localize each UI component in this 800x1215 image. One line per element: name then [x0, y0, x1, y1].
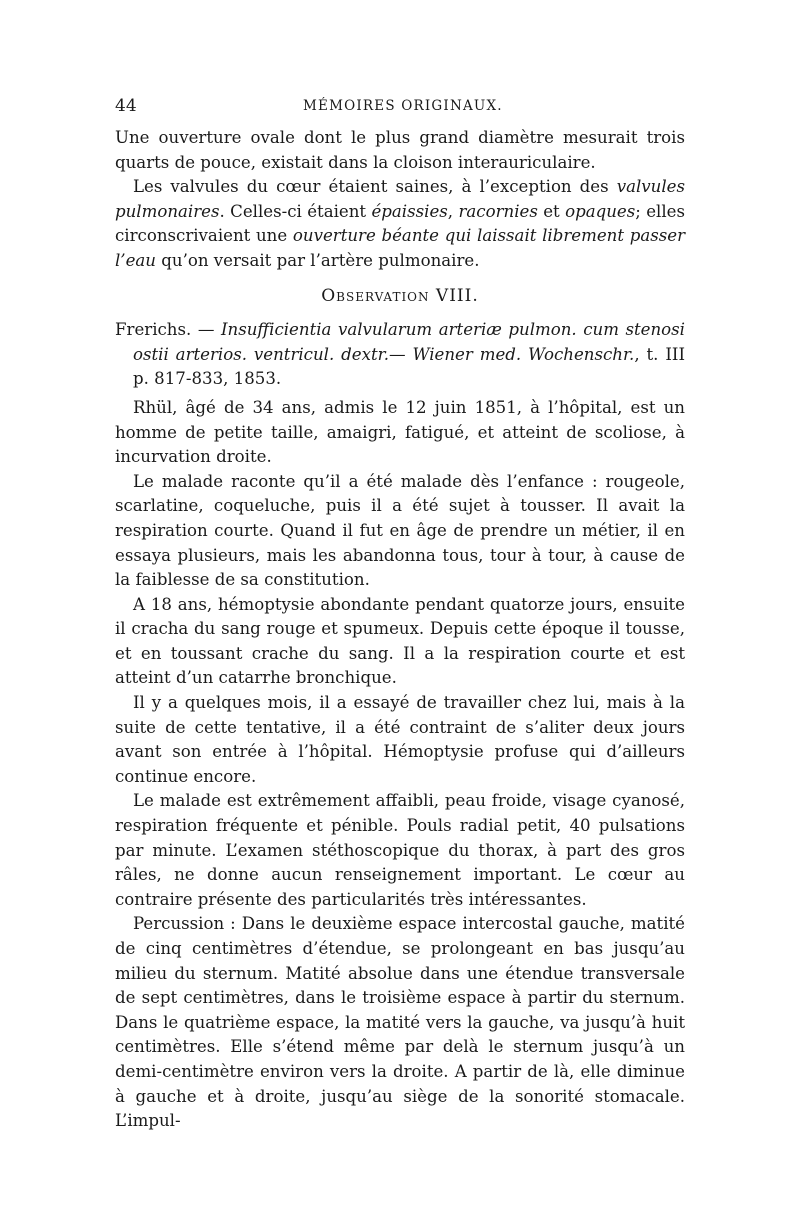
paragraph-8: Percussion : Dans le deuxième espace intercostal gauche, matité de cinq centimètres d’étendue, se prolongeant en bas jusqu’au milieu du sternum. Matité absolue dans une étendue transversale de sept centimètres, dans le troisième espace à partir du sternum. Dans le quatrième espace, la matité vers la gauche, va jusqu’à huit centimètres. Elle s’étend même par delà le sternum jusqu’à un demi-centimètre environ vers la droite. A partir de là, elle diminue à gauche et à droite, jusqu’au siège de la sonorité stomacale. L’impul-: [115, 914, 685, 1131]
running-title: MÉMOIRES ORIGINAUX.: [303, 98, 503, 114]
text-span: qu’on versait par l’artère pulmonaire.: [155, 250, 480, 270]
italic-span: racornies: [458, 201, 538, 221]
citation-journal: Wiener med. Wochenschr.: [412, 344, 635, 364]
paragraph-1: Une ouverture ovale dont le plus grand diamètre mesurait trois quarts de pouce, existait dans la cloison interauriculaire.: [115, 128, 685, 172]
paragraph-2: [115, 175, 685, 273]
citation-title: Insufficientia valvularum arteriæ pulmon. cum stenosi ostii arterios. ventricul. dextr.: [133, 320, 685, 364]
paragraph-4: Le malade raconte qu’il a été malade dès l’enfance : rougeole, scarlatine, coqueluche, puis il a été sujet à tousser. Il avait la respiration courte. Quand il fut en âge de prendre un métier, il en essaya plusieurs, mais les abandonna tous, tour à tour, à cause de la faiblesse de sa constitution.: [115, 471, 685, 590]
text-span: ,: [447, 201, 459, 221]
italic-span: ouverture béante qui laissait librement passer l’eau: [115, 226, 685, 270]
citation-separator: —: [389, 344, 413, 364]
text-span: . Celles-ci étaient: [219, 201, 372, 221]
paragraph-7: Le malade est extrêmement affaibli, peau froide, visage cyanosé, respiration fréquente et pénible. Pouls radial petit, 40 pulsations par minute. L’examen stéthoscopique du thorax, à part des gros râles, ne donne aucun renseignement important. Le cœur au contraire présente des particularités très intéressantes.: [115, 791, 685, 909]
text-span: Les valvules du cœur étaient saines, à l’exception des: [133, 177, 617, 197]
observation-citation: [115, 318, 685, 392]
paragraph-6: Il y a quelques mois, il a essayé de travailler chez lui, mais à la suite de cette tentative, il a été contraint de s’aliter deux jours avant son entrée à l’hôpital. Hémoptysie profuse qui d’ailleurs continue encore.: [115, 693, 685, 786]
italic-span: épaissies: [371, 201, 448, 221]
text-span: ; elles circonscrivaient une: [115, 201, 686, 246]
paragraph-3: Rhül, âgé de 34 ans, admis le 12 juin 1851, à l’hôpital, est un homme de petite taille, amaigri, fatigué, et atteint de scoliose, à incurvation droite.: [115, 397, 685, 467]
page-number: 44: [115, 96, 137, 116]
page-body: [115, 126, 685, 1134]
citation-reference: , t. III p. 817-833, 1853.: [133, 344, 686, 389]
observation-title: Observation VIII.: [321, 285, 479, 306]
page-header: [115, 96, 685, 126]
text-span: et: [537, 201, 566, 221]
italic-span: valvules pulmonaires: [115, 177, 685, 221]
citation-author: Frerichs. —: [115, 320, 221, 340]
italic-span: opaques: [565, 201, 636, 221]
paragraph-5: A 18 ans, hémoptysie abondante pendant quatorze jours, ensuite il cracha du sang rouge et spumeux. Depuis cette époque il tousse, et en toussant crache du sang. Il a la respiration courte et est atteint d’un catarrhe bronchique.: [115, 594, 685, 688]
book-page: [115, 96, 685, 1134]
